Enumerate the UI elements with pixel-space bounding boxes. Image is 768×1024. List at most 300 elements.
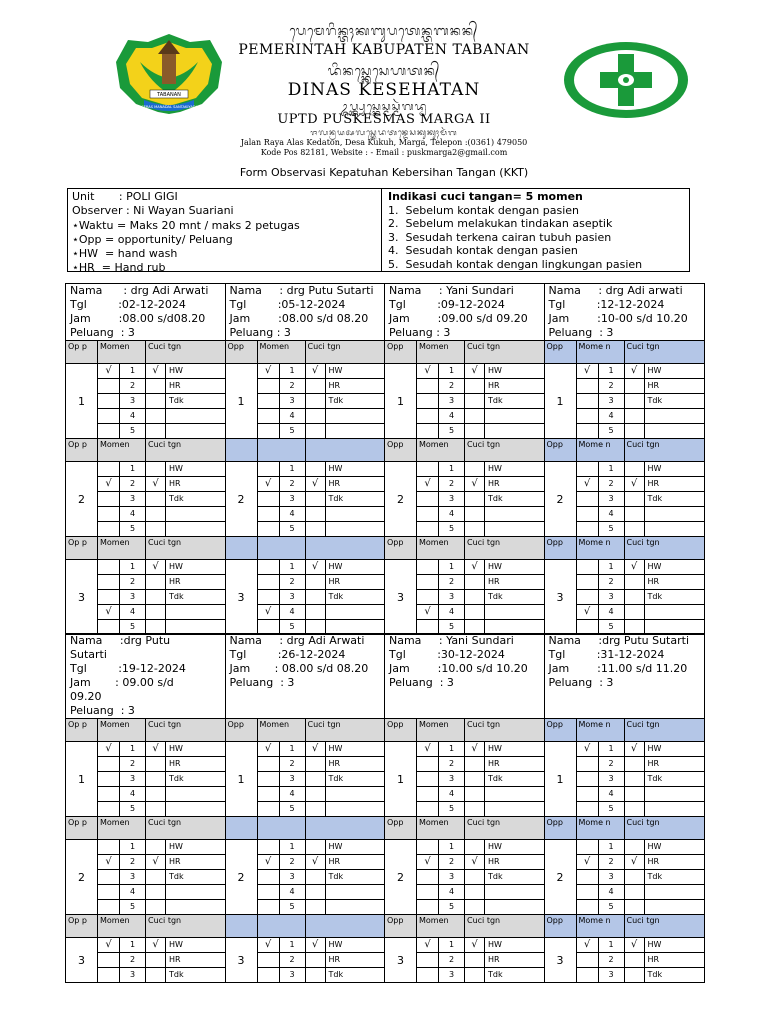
moment-check-cell[interactable] xyxy=(258,968,280,982)
handwash-check-cell[interactable] xyxy=(465,870,485,884)
handwash-check-cell[interactable] xyxy=(306,620,326,634)
moment-check-cell[interactable] xyxy=(417,575,439,589)
moment-check-cell[interactable] xyxy=(577,560,599,574)
handwash-check-cell[interactable] xyxy=(146,522,166,536)
moment-check-cell[interactable] xyxy=(98,772,120,786)
handwash-check-cell[interactable] xyxy=(146,424,166,438)
handwash-check-cell[interactable]: √ xyxy=(306,938,326,952)
handwash-check-cell[interactable] xyxy=(465,462,485,476)
moment-number: 4 xyxy=(439,507,465,521)
header-line: Jam :10.00 s/d 10.20 xyxy=(389,662,528,675)
moment-check-cell[interactable] xyxy=(98,900,120,914)
moment-check-cell[interactable] xyxy=(417,522,439,536)
moment-check-cell[interactable]: √ xyxy=(98,477,120,491)
moment-check-cell[interactable] xyxy=(577,802,599,816)
cuci-column-header: Cuci tgn xyxy=(467,916,501,925)
handwash-type xyxy=(326,787,385,801)
moment-row xyxy=(98,492,225,507)
moment-check-cell[interactable]: √ xyxy=(577,938,599,952)
cuci-column-header: Cuci tgn xyxy=(307,342,341,351)
moment-check-cell[interactable] xyxy=(258,590,280,604)
moment-check-cell[interactable] xyxy=(417,620,439,634)
moment-row xyxy=(258,379,385,394)
handwash-check-cell[interactable] xyxy=(146,757,166,771)
moment-check-cell[interactable]: √ xyxy=(98,938,120,952)
moment-check-cell[interactable] xyxy=(577,772,599,786)
moment-check-cell[interactable] xyxy=(98,757,120,771)
handwash-check-cell[interactable] xyxy=(465,575,485,589)
handwash-check-cell[interactable]: √ xyxy=(306,477,326,491)
handwash-check-cell[interactable] xyxy=(306,605,326,619)
handwash-check-cell[interactable] xyxy=(306,757,326,771)
handwash-check-cell[interactable] xyxy=(465,379,485,393)
momen-column-header: Momen xyxy=(98,817,146,839)
handwash-check-cell[interactable] xyxy=(146,885,166,899)
handwash-check-cell[interactable] xyxy=(306,379,326,393)
moment-check-cell[interactable] xyxy=(258,492,280,506)
moment-check-cell[interactable] xyxy=(258,522,280,536)
moment-check-cell[interactable]: √ xyxy=(98,364,120,378)
handwash-type xyxy=(485,802,544,816)
handwash-check-cell[interactable]: √ xyxy=(146,938,166,952)
handwash-check-cell[interactable] xyxy=(146,840,166,854)
moment-row xyxy=(98,742,225,757)
moment-row xyxy=(98,885,225,900)
moment-check-cell[interactable] xyxy=(577,787,599,801)
handwash-check-cell[interactable] xyxy=(625,885,645,899)
moment-number: 4 xyxy=(120,787,146,801)
moment-check-cell[interactable] xyxy=(98,620,120,634)
handwash-check-cell[interactable] xyxy=(146,620,166,634)
moment-check-cell[interactable] xyxy=(417,492,439,506)
moment-number: 5 xyxy=(120,424,146,438)
moment-check-cell[interactable]: √ xyxy=(258,855,280,869)
handwash-check-cell[interactable] xyxy=(465,492,485,506)
moment-check-cell[interactable]: √ xyxy=(417,742,439,756)
handwash-check-cell[interactable] xyxy=(306,802,326,816)
handwash-check-cell[interactable]: √ xyxy=(146,560,166,574)
moment-row xyxy=(577,968,705,982)
handwash-check-cell[interactable] xyxy=(146,605,166,619)
handwash-check-cell[interactable]: √ xyxy=(306,855,326,869)
moment-check-cell[interactable] xyxy=(417,560,439,574)
handwash-check-cell[interactable] xyxy=(625,409,645,423)
moment-check-cell[interactable] xyxy=(417,507,439,521)
handwash-type: HW xyxy=(647,464,662,473)
handwash-check-cell[interactable] xyxy=(306,575,326,589)
moment-check-cell[interactable] xyxy=(417,409,439,423)
handwash-check-cell[interactable] xyxy=(465,840,485,854)
moment-check-cell[interactable] xyxy=(577,424,599,438)
handwash-check-cell[interactable] xyxy=(625,620,645,634)
moment-check-cell[interactable] xyxy=(417,953,439,967)
moment-number: 4 xyxy=(280,885,306,899)
handwash-check-cell[interactable]: √ xyxy=(465,855,485,869)
handwash-check-cell[interactable] xyxy=(146,787,166,801)
moment-check-cell[interactable] xyxy=(577,522,599,536)
moment-check-cell[interactable]: √ xyxy=(417,938,439,952)
moment-row xyxy=(577,787,705,802)
handwash-check-cell[interactable]: √ xyxy=(306,742,326,756)
handwash-check-cell[interactable] xyxy=(146,462,166,476)
handwash-check-cell[interactable] xyxy=(146,492,166,506)
moment-check-cell[interactable] xyxy=(98,379,120,393)
moment-check-cell[interactable] xyxy=(577,953,599,967)
moment-check-cell[interactable]: √ xyxy=(577,855,599,869)
handwash-check-cell[interactable] xyxy=(146,409,166,423)
cuci-column-header: Cuci tgn xyxy=(307,720,341,729)
handwash-check-cell[interactable] xyxy=(146,968,166,982)
moment-check-cell[interactable] xyxy=(98,560,120,574)
moment-check-cell[interactable] xyxy=(98,787,120,801)
momen-column-header: Momen xyxy=(417,341,465,363)
handwash-type: Tdk xyxy=(488,592,503,601)
handwash-check-cell[interactable] xyxy=(146,900,166,914)
moment-check-cell[interactable] xyxy=(577,757,599,771)
handwash-check-cell[interactable] xyxy=(306,409,326,423)
moment-check-cell[interactable]: √ xyxy=(577,605,599,619)
moment-check-cell[interactable]: √ xyxy=(98,605,120,619)
moment-check-cell[interactable] xyxy=(98,507,120,521)
handwash-check-cell[interactable] xyxy=(146,507,166,521)
handwash-check-cell[interactable] xyxy=(306,953,326,967)
handwash-check-cell[interactable] xyxy=(146,379,166,393)
handwash-check-cell[interactable] xyxy=(625,772,645,786)
handwash-check-cell[interactable] xyxy=(465,605,485,619)
moment-check-cell[interactable] xyxy=(417,900,439,914)
moment-check-cell[interactable] xyxy=(98,424,120,438)
handwash-check-cell[interactable]: √ xyxy=(465,938,485,952)
handwash-check-cell[interactable] xyxy=(625,870,645,884)
handwash-check-cell[interactable] xyxy=(465,424,485,438)
handwash-type: Tdk xyxy=(647,592,663,601)
handwash-check-cell[interactable] xyxy=(625,900,645,914)
observation-column xyxy=(226,719,386,982)
handwash-check-cell[interactable] xyxy=(306,492,326,506)
handwash-check-cell[interactable] xyxy=(306,885,326,899)
handwash-type: Tdk xyxy=(328,774,344,783)
handwash-check-cell[interactable]: √ xyxy=(625,477,645,491)
moment-check-cell[interactable]: √ xyxy=(417,855,439,869)
handwash-check-cell[interactable] xyxy=(465,900,485,914)
moment-number: 2 xyxy=(439,855,465,869)
moment-row xyxy=(258,394,385,409)
moment-check-cell[interactable] xyxy=(258,379,280,393)
moment-check-cell[interactable] xyxy=(577,968,599,982)
moment-check-cell[interactable] xyxy=(258,840,280,854)
handwash-type xyxy=(166,900,225,914)
moment-check-cell[interactable] xyxy=(417,757,439,771)
moment-check-cell[interactable] xyxy=(417,772,439,786)
handwash-check-cell[interactable] xyxy=(465,757,485,771)
moment-check-cell[interactable] xyxy=(98,953,120,967)
handwash-check-cell[interactable] xyxy=(306,507,326,521)
moment-check-cell[interactable] xyxy=(98,492,120,506)
moment-check-cell[interactable] xyxy=(258,900,280,914)
handwash-check-cell[interactable]: √ xyxy=(625,938,645,952)
handwash-check-cell[interactable] xyxy=(306,900,326,914)
handwash-check-cell[interactable] xyxy=(625,394,645,408)
opp-column-header: Op p xyxy=(66,439,98,461)
indication-item: 2. Sebelum melakukan tindakan aseptik xyxy=(388,217,613,231)
handwash-check-cell[interactable] xyxy=(306,787,326,801)
moment-check-cell[interactable]: √ xyxy=(98,855,120,869)
handwash-check-cell[interactable]: √ xyxy=(465,560,485,574)
handwash-check-cell[interactable] xyxy=(625,590,645,604)
handwash-check-cell[interactable] xyxy=(625,492,645,506)
moment-check-cell[interactable] xyxy=(577,507,599,521)
moment-check-cell[interactable] xyxy=(98,590,120,604)
moment-check-cell[interactable] xyxy=(258,560,280,574)
moment-check-cell[interactable] xyxy=(417,787,439,801)
moment-check-cell[interactable] xyxy=(577,870,599,884)
handwash-check-cell[interactable] xyxy=(625,757,645,771)
moment-number: 5 xyxy=(120,522,146,536)
moment-check-cell[interactable] xyxy=(98,522,120,536)
moment-check-cell[interactable] xyxy=(577,620,599,634)
moment-check-cell[interactable]: √ xyxy=(417,364,439,378)
moment-check-cell[interactable] xyxy=(258,885,280,899)
group-header xyxy=(226,341,385,364)
handwash-check-cell[interactable] xyxy=(306,394,326,408)
handwash-check-cell[interactable] xyxy=(306,462,326,476)
moment-check-cell[interactable] xyxy=(258,870,280,884)
handwash-check-cell[interactable]: √ xyxy=(465,477,485,491)
handwash-check-cell[interactable]: √ xyxy=(146,477,166,491)
handwash-check-cell[interactable] xyxy=(306,522,326,536)
observation-column xyxy=(545,719,705,982)
moment-check-cell[interactable] xyxy=(577,394,599,408)
handwash-check-cell[interactable] xyxy=(306,840,326,854)
handwash-check-cell[interactable] xyxy=(465,772,485,786)
opp-column-header: Op p xyxy=(66,817,98,839)
handwash-check-cell[interactable] xyxy=(625,522,645,536)
handwash-type: Tdk xyxy=(647,396,663,405)
moment-number: 3 xyxy=(280,590,306,604)
moment-check-cell[interactable] xyxy=(577,900,599,914)
handwash-check-cell[interactable]: √ xyxy=(625,855,645,869)
handwash-check-cell[interactable] xyxy=(146,802,166,816)
handwash-type: HR xyxy=(169,955,181,964)
moment-check-cell[interactable] xyxy=(98,885,120,899)
moment-check-cell[interactable] xyxy=(258,507,280,521)
handwash-check-cell[interactable] xyxy=(465,787,485,801)
moment-check-cell[interactable] xyxy=(417,885,439,899)
opp-column-header: Opp xyxy=(545,537,577,559)
moment-check-cell[interactable] xyxy=(417,968,439,982)
handwash-check-cell[interactable] xyxy=(146,772,166,786)
handwash-check-cell[interactable] xyxy=(146,590,166,604)
moment-check-cell[interactable] xyxy=(98,870,120,884)
moment-check-cell[interactable] xyxy=(258,620,280,634)
header-line: Peluang : 3 xyxy=(70,704,135,717)
handwash-type: Tdk xyxy=(488,396,503,405)
moment-check-cell[interactable] xyxy=(258,575,280,589)
moment-check-cell[interactable] xyxy=(258,772,280,786)
header-line: Nama : Yani Sundari xyxy=(389,634,514,647)
group-header xyxy=(226,537,385,560)
handwash-check-cell[interactable]: √ xyxy=(306,560,326,574)
moment-check-cell[interactable] xyxy=(98,575,120,589)
handwash-check-cell[interactable] xyxy=(625,462,645,476)
moment-check-cell[interactable]: √ xyxy=(258,938,280,952)
momen-column-header xyxy=(258,817,306,839)
moment-check-cell[interactable] xyxy=(98,802,120,816)
moment-check-cell[interactable] xyxy=(417,462,439,476)
moment-check-cell[interactable]: √ xyxy=(577,364,599,378)
moment-check-cell[interactable] xyxy=(417,802,439,816)
handwash-check-cell[interactable] xyxy=(146,575,166,589)
moment-check-cell[interactable] xyxy=(258,802,280,816)
moment-check-cell[interactable] xyxy=(258,394,280,408)
moment-number: 5 xyxy=(439,802,465,816)
moment-check-cell[interactable]: √ xyxy=(577,477,599,491)
handwash-check-cell[interactable] xyxy=(465,590,485,604)
moment-check-cell[interactable] xyxy=(577,379,599,393)
handwash-type: Tdk xyxy=(647,774,663,783)
handwash-check-cell[interactable] xyxy=(625,968,645,982)
moment-number: 3 xyxy=(599,870,625,884)
handwash-check-cell[interactable]: √ xyxy=(465,364,485,378)
moment-check-cell[interactable] xyxy=(417,394,439,408)
moment-row xyxy=(577,560,705,575)
moment-check-cell[interactable] xyxy=(577,462,599,476)
handwash-check-cell[interactable] xyxy=(306,968,326,982)
moment-check-cell[interactable] xyxy=(417,379,439,393)
moment-check-cell[interactable] xyxy=(577,885,599,899)
moment-check-cell[interactable] xyxy=(98,409,120,423)
moment-check-cell[interactable] xyxy=(258,757,280,771)
handwash-check-cell[interactable] xyxy=(306,870,326,884)
handwash-check-cell[interactable] xyxy=(146,870,166,884)
moment-row xyxy=(577,507,705,522)
moment-check-cell[interactable] xyxy=(577,840,599,854)
moment-check-cell[interactable]: √ xyxy=(258,742,280,756)
opportunity-number: 1 xyxy=(226,364,258,438)
observation-column xyxy=(545,341,705,634)
handwash-check-cell[interactable] xyxy=(465,953,485,967)
moment-check-cell[interactable]: √ xyxy=(258,605,280,619)
moment-check-cell[interactable] xyxy=(98,462,120,476)
handwash-check-cell[interactable]: √ xyxy=(465,742,485,756)
moment-check-cell[interactable] xyxy=(577,492,599,506)
handwash-check-cell[interactable] xyxy=(465,394,485,408)
moment-check-cell[interactable] xyxy=(417,870,439,884)
moment-check-cell[interactable] xyxy=(417,590,439,604)
handwash-type xyxy=(166,522,225,536)
handwash-check-cell[interactable]: √ xyxy=(625,560,645,574)
handwash-check-cell[interactable] xyxy=(465,885,485,899)
opp-column-header xyxy=(226,537,258,559)
moment-check-cell[interactable] xyxy=(98,394,120,408)
moment-check-cell[interactable]: √ xyxy=(258,364,280,378)
moment-row xyxy=(258,802,385,816)
handwash-type xyxy=(326,522,385,536)
handwash-check-cell[interactable] xyxy=(465,968,485,982)
handwash-check-cell[interactable]: √ xyxy=(146,364,166,378)
handwash-check-cell[interactable] xyxy=(625,605,645,619)
handwash-check-cell[interactable] xyxy=(625,802,645,816)
handwash-check-cell[interactable] xyxy=(306,424,326,438)
handwash-check-cell[interactable] xyxy=(306,590,326,604)
moment-check-cell[interactable] xyxy=(577,575,599,589)
moment-check-cell[interactable] xyxy=(417,424,439,438)
handwash-check-cell[interactable] xyxy=(625,507,645,521)
moment-number: 4 xyxy=(439,885,465,899)
handwash-check-cell[interactable] xyxy=(465,802,485,816)
moment-check-cell[interactable] xyxy=(577,590,599,604)
moment-check-cell[interactable]: √ xyxy=(258,477,280,491)
moment-check-cell[interactable]: √ xyxy=(417,477,439,491)
handwash-type: HR xyxy=(488,955,500,964)
handwash-check-cell[interactable] xyxy=(625,379,645,393)
handwash-check-cell[interactable] xyxy=(465,620,485,634)
moment-row xyxy=(417,575,544,590)
handwash-check-cell[interactable] xyxy=(465,522,485,536)
moment-number: 1 xyxy=(120,840,146,854)
handwash-check-cell[interactable]: √ xyxy=(625,742,645,756)
handwash-check-cell[interactable]: √ xyxy=(306,364,326,378)
handwash-check-cell[interactable] xyxy=(146,953,166,967)
opportunity-number: 1 xyxy=(545,364,577,438)
handwash-type xyxy=(326,900,385,914)
handwash-check-cell[interactable] xyxy=(465,409,485,423)
handwash-check-cell[interactable] xyxy=(146,394,166,408)
moment-row xyxy=(258,522,385,536)
moment-check-cell[interactable] xyxy=(98,840,120,854)
handwash-check-cell[interactable]: √ xyxy=(146,855,166,869)
handwash-check-cell[interactable] xyxy=(306,772,326,786)
handwash-check-cell[interactable] xyxy=(625,424,645,438)
handwash-check-cell[interactable] xyxy=(625,787,645,801)
handwash-type: HW xyxy=(488,562,502,571)
moment-number: 5 xyxy=(280,522,306,536)
handwash-check-cell[interactable] xyxy=(625,840,645,854)
handwash-check-cell[interactable] xyxy=(625,953,645,967)
moment-check-cell[interactable] xyxy=(577,409,599,423)
moment-row xyxy=(98,409,225,424)
moment-check-cell[interactable] xyxy=(417,840,439,854)
handwash-check-cell[interactable]: √ xyxy=(625,364,645,378)
moment-check-cell[interactable]: √ xyxy=(98,742,120,756)
moment-check-cell[interactable]: √ xyxy=(417,605,439,619)
moment-row xyxy=(577,900,705,914)
moment-number: 2 xyxy=(280,953,306,967)
opportunity-group xyxy=(545,364,705,439)
observer-header xyxy=(385,284,545,340)
moment-number: 1 xyxy=(439,560,465,574)
moment-check-cell[interactable] xyxy=(258,409,280,423)
moment-number: 5 xyxy=(280,900,306,914)
handwash-check-cell[interactable] xyxy=(625,575,645,589)
handwash-type: HR xyxy=(488,479,500,488)
moment-number: 5 xyxy=(439,900,465,914)
handwash-check-cell[interactable] xyxy=(465,507,485,521)
moment-check-cell[interactable] xyxy=(98,968,120,982)
handwash-check-cell[interactable]: √ xyxy=(146,742,166,756)
moment-check-cell[interactable] xyxy=(258,787,280,801)
moment-check-cell[interactable] xyxy=(258,953,280,967)
moment-check-cell[interactable] xyxy=(258,462,280,476)
indication-item: 1. Sebelum kontak dengan pasien xyxy=(388,203,579,217)
moment-check-cell[interactable]: √ xyxy=(577,742,599,756)
moment-check-cell[interactable] xyxy=(258,424,280,438)
moment-number: 3 xyxy=(280,870,306,884)
indication-item: 5. Sesudah kontak dengan lingkungan pasien xyxy=(388,257,643,271)
opp-column-header xyxy=(226,915,258,937)
moment-row xyxy=(98,522,225,536)
moment-number: 3 xyxy=(599,772,625,786)
